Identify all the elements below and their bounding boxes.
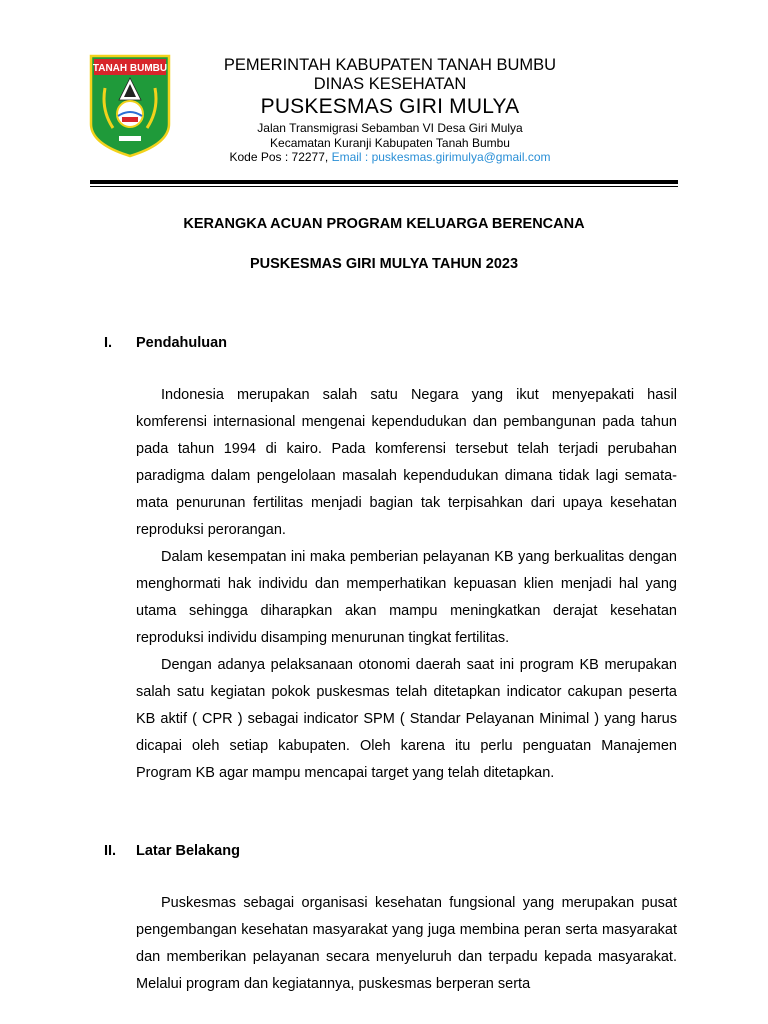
paragraph: Indonesia merupakan salah satu Negara yang ikut menyepakati hasil komferensi internasional mengenai kependudukan dan pembangunan pada tahun pada tahun 1994 di kairo. Pada komferensi tersebut telah terjadi perubahan paradigma dalam pengelolaan masalah kependudukan dimana tidak lagi semata-mata penurunan fertilitas menjadi bagian tak terpisahkan dari upaya kesehatan reproduksi perorangan. <box>136 387 677 538</box>
letterhead-rule-thin <box>90 186 678 187</box>
document-subtitle: PUSKESMAS GIRI MULYA TAHUN 2023 <box>249 256 519 272</box>
section-heading: Pendahuluan <box>136 335 228 351</box>
email-link[interactable]: Email : puskesmas.girimulya@gmail.com <box>331 150 551 164</box>
contact-line <box>180 150 600 165</box>
tanah-bumbu-emblem <box>89 54 171 158</box>
document-title: KERANGKA ACUAN PROGRAM KELUARGA BERENCANA <box>183 216 585 232</box>
letterhead-rule-thick <box>90 180 678 184</box>
section-body <box>136 382 677 787</box>
government-name: PEMERINTAH KABUPATEN TANAH BUMBU <box>223 56 557 74</box>
paragraph: Dengan adanya pelaksanaan otonomi daerah saat ini program KB merupakan salah satu kegiatan pokok puskesmas telah ditetapkan indicator cakupan peserta KB aktif ( CPR ) sebagai indicator SPM ( Standar Pelayanan Minimal ) yang harus dicapai oleh setiap kabupaten. Oleh karena itu perlu penguatan Manajemen Program KB agar mampu mencapai target yang telah ditetapkan. <box>136 657 677 781</box>
postal-code: Kode Pos : 72277, <box>229 150 332 164</box>
department-name: DINAS KESEHATAN <box>313 75 467 93</box>
logo-label: TANAH BUMBU <box>92 63 168 74</box>
paragraph: Dalam kesempatan ini maka pemberian pelayanan KB yang berkualitas dengan menghormati hak individu dan memperhatikan kepuasan klien menjadi hal yang utama sehingga diharapkan akan mampu meningkatkan derajat kesehatan reproduksi individu disamping menurunan tingkat fertilitas. <box>136 549 677 646</box>
section-number: I. <box>104 335 113 351</box>
section-number: II. <box>104 843 117 859</box>
address-line-1: Jalan Transmigrasi Sebamban VI Desa Giri Mulya <box>257 121 523 135</box>
section-body <box>136 890 677 998</box>
section-heading: Latar Belakang <box>136 843 240 859</box>
institution-name: PUSKESMAS GIRI MULYA <box>260 95 520 118</box>
address-line-2: Kecamatan Kuranji Kabupaten Tanah Bumbu <box>270 135 510 150</box>
letterhead <box>180 55 600 165</box>
paragraph: Puskesmas sebagai organisasi kesehatan fungsional yang merupakan pusat pengembangan kesehatan masyarakat yang juga membina peran serta masyarakat dan memberikan pelayanan secara menyeluruh dan terpadu kepada masyarakat. Melalui program dan kegiatannya, puskesmas berperan serta <box>136 895 677 992</box>
